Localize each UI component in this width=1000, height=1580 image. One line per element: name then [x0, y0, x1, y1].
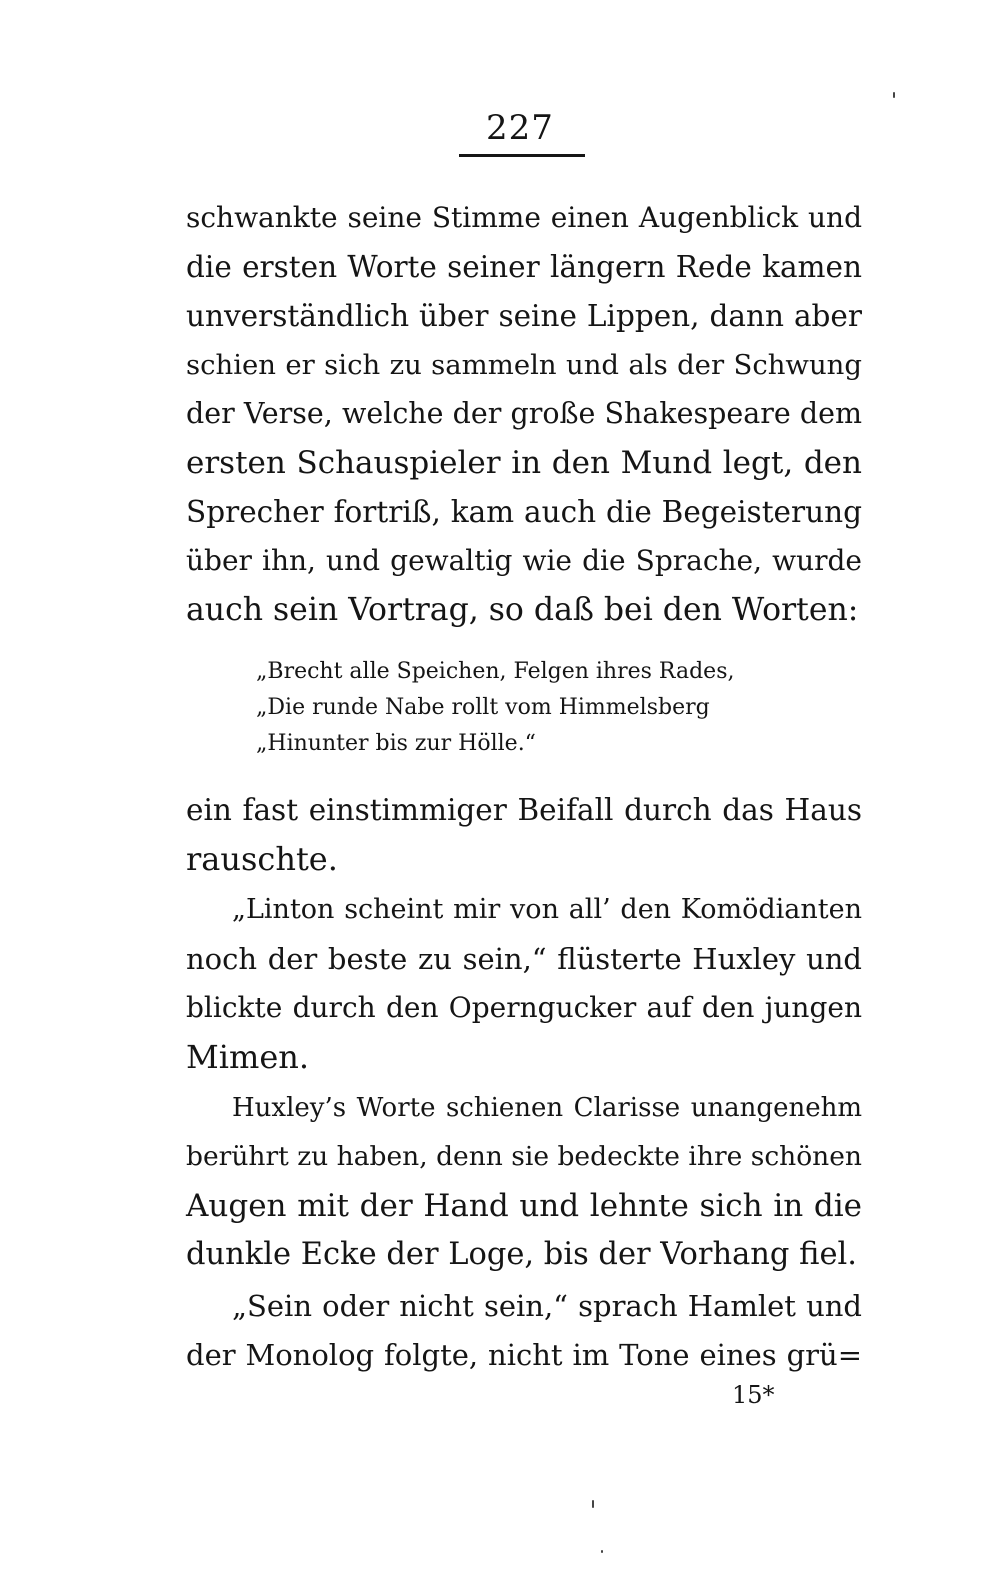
text-line: Huxley’s Worte schienen Clarisse unangenehm [232, 1093, 862, 1123]
text-line: „Linton scheint mir von all’ den Komödianten [232, 894, 862, 925]
text-line: noch der beste zu sein,“ flüsterte Huxley und [186, 942, 862, 976]
scan-speck [893, 92, 895, 98]
text-line: „Sein oder nicht sein,“ sprach Hamlet und [232, 1289, 862, 1323]
text-line: der Verse, welche der große Shakespeare dem [186, 397, 862, 430]
text-line: schien er sich zu sammeln und als der Schwung [186, 349, 862, 381]
text-line: der Monolog folgte, nicht im Tone eines grü= [186, 1338, 862, 1372]
text-line: Sprecher fortriß, kam auch die Begeisterung [186, 495, 862, 529]
text-line: Augen mit der Hand und lehnte sich in die [186, 1188, 862, 1224]
header-rule [459, 154, 585, 157]
text-line: Mimen. [186, 1038, 310, 1076]
scan-speck [592, 1500, 594, 1508]
text-line: unverständlich über seine Lippen, dann aber [186, 299, 862, 333]
verse-line: „Hinunter bis zur Hölle.“ [256, 731, 536, 756]
page-number: 227 [486, 108, 554, 148]
text-line: über ihn, und gewaltig wie die Sprache, wurde [186, 544, 862, 577]
text-line: schwankte seine Stimme einen Augenblick und [186, 201, 862, 234]
text-line: berührt zu haben, denn sie bedeckte ihre schönen [186, 1141, 862, 1172]
text-line: auch sein Vortrag, so daß bei den Worten: [186, 592, 859, 628]
text-line: blickte durch den Operngucker auf den jungen [186, 991, 862, 1024]
text-line: die ersten Worte seiner längern Rede kamen [186, 250, 862, 284]
printer-signature-mark: 15* [732, 1381, 775, 1409]
verse-line: „Brecht alle Speichen, Felgen ihres Rades, [256, 659, 735, 684]
scan-speck [601, 1550, 603, 1553]
text-line: ersten Schauspieler in den Mund legt, den [186, 445, 862, 481]
text-line: rauschte. [186, 840, 338, 878]
text-line: dunkle Ecke der Loge, bis der Vorhang fiel. [186, 1237, 857, 1272]
verse-line: „Die runde Nabe rollt vom Himmelsberg [256, 695, 710, 720]
text-line: ein fast einstimmiger Beifall durch das Haus [186, 793, 862, 827]
